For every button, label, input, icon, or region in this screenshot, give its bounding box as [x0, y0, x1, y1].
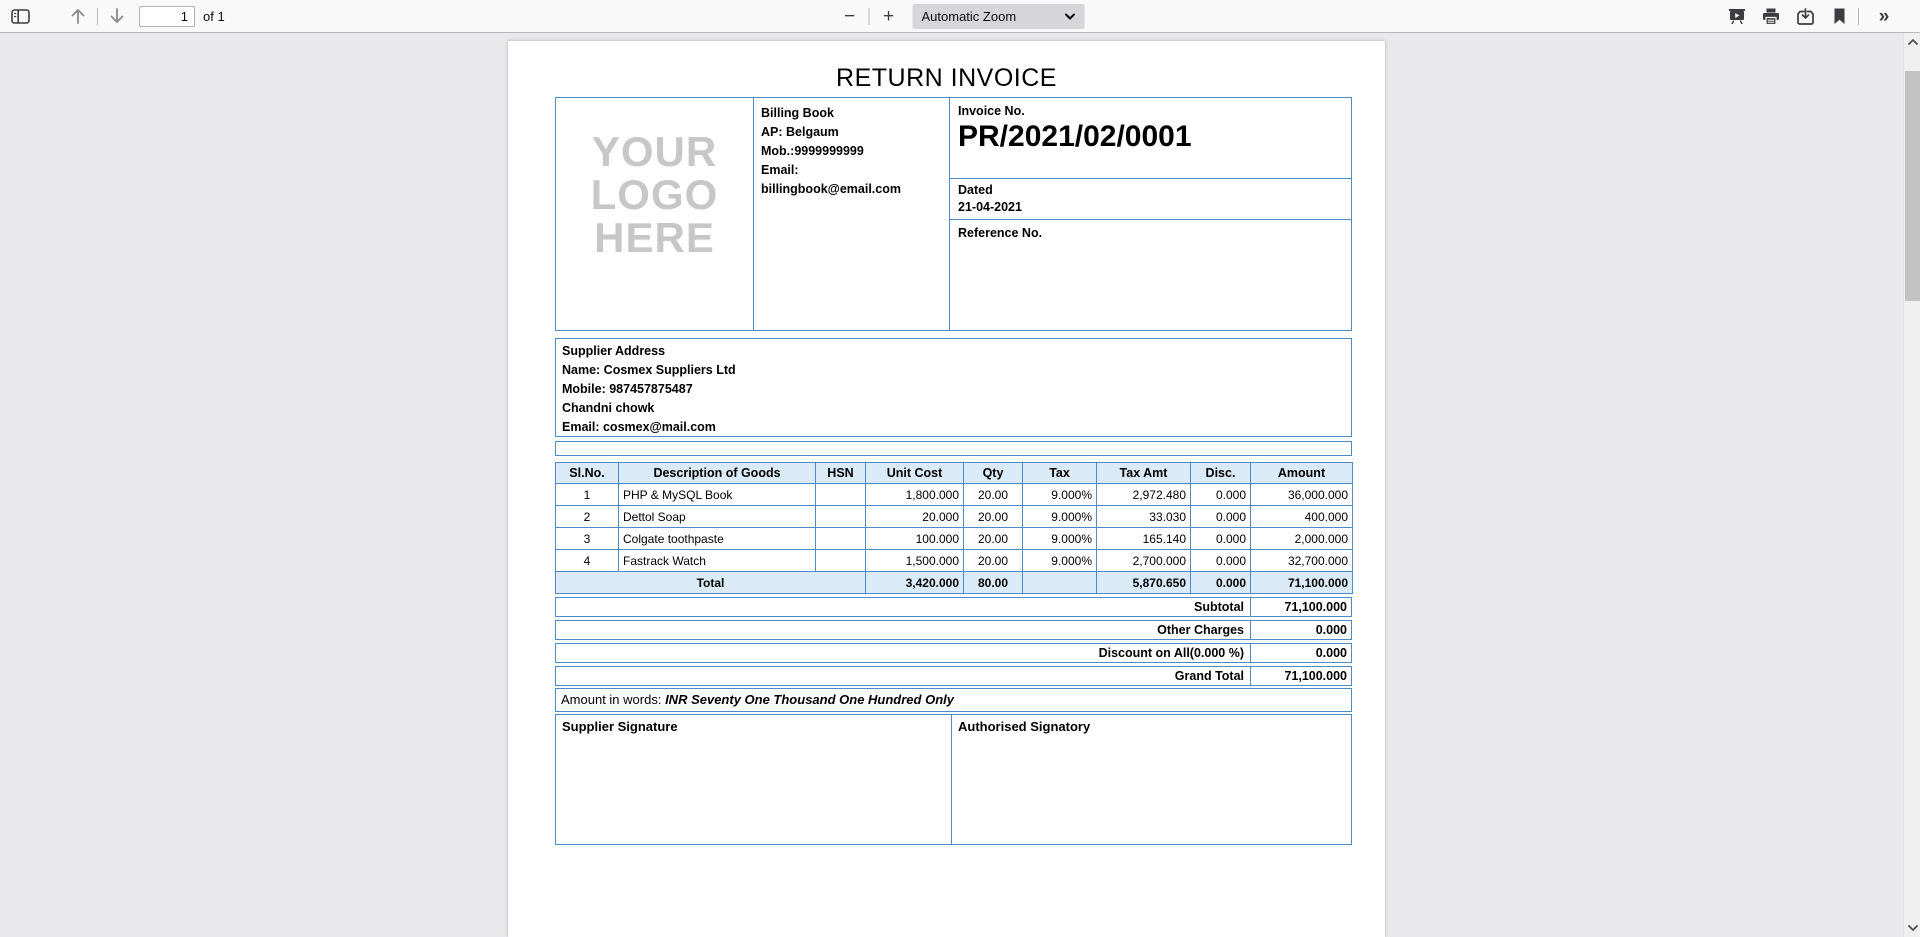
items-total-row — [556, 572, 1353, 594]
chevron-up-icon — [1908, 39, 1918, 45]
company-email-label: Email: — [761, 163, 799, 177]
cell-qty: 20.00 — [964, 506, 1023, 528]
company-location: AP: Belgaum — [761, 125, 839, 139]
amount-in-words-value: INR Seventy One Thousand One Hundred Only — [665, 692, 954, 707]
chevron-down-icon — [1065, 13, 1076, 20]
toolbar-divider — [1858, 8, 1859, 25]
minus-icon: − — [843, 6, 856, 27]
cell-unit-cost: 20.000 — [866, 506, 964, 528]
amount-in-words-label: Amount in words: — [561, 692, 662, 707]
summary-value: 71,100.000 — [1284, 669, 1347, 683]
cell-description: Dettol Soap — [619, 506, 816, 528]
supplier-heading: Supplier Address — [562, 344, 666, 358]
items-header-row — [556, 463, 1353, 484]
col-tax-amt: Tax Amt — [1097, 463, 1191, 484]
arrow-down-icon — [109, 7, 125, 25]
col-tax: Tax — [1023, 463, 1097, 484]
zoom-level-select[interactable] — [913, 4, 1085, 29]
scroll-down-button[interactable] — [1904, 919, 1920, 937]
cell-qty: 20.00 — [964, 528, 1023, 550]
pdf-toolbar — [0, 0, 1920, 33]
cell-description: Fastrack Watch — [619, 550, 816, 572]
total-amount: 71,100.000 — [1251, 572, 1353, 594]
toolbar-divider — [869, 8, 870, 25]
invoice-document — [508, 41, 1385, 937]
printer-icon — [1762, 8, 1780, 25]
zoom-in-button[interactable] — [875, 4, 903, 30]
cell-hsn — [816, 550, 866, 572]
cell-slno: 2 — [556, 506, 619, 528]
summary-row-grand-total — [555, 666, 1352, 686]
double-chevron-icon: » — [1878, 6, 1890, 27]
supplier-address-line: Chandni chowk — [562, 401, 655, 415]
col-hsn: HSN — [816, 463, 866, 484]
signature-section — [555, 714, 1352, 845]
invoice-header-section — [555, 97, 1352, 331]
supplier-signature-cell — [556, 715, 952, 844]
cell-slno: 3 — [556, 528, 619, 550]
cell-disc: 0.000 — [1191, 506, 1251, 528]
col-unit-cost: Unit Cost — [866, 463, 964, 484]
supplier-signature-label: Supplier Signature — [562, 719, 678, 734]
supplier-name: Name: Cosmex Suppliers Ltd — [562, 363, 736, 377]
total-tax-amt: 5,870.650 — [1097, 572, 1191, 594]
zoom-out-button[interactable] — [836, 4, 864, 30]
cell-amount: 2,000.000 — [1251, 528, 1353, 550]
cell-tax: 9.000% — [1023, 550, 1097, 572]
invoice-title: RETURN INVOICE — [836, 64, 1057, 92]
toolbar-right-group — [1717, 0, 1898, 33]
logo-line: HERE — [594, 213, 715, 261]
col-qty: Qty — [964, 463, 1023, 484]
summary-label: Discount on All(0.000 %) — [556, 644, 1251, 662]
more-tools-button[interactable] — [1870, 4, 1898, 30]
supplier-mobile: Mobile: 987457875487 — [562, 382, 693, 396]
cell-description: Colgate toothpaste — [619, 528, 816, 550]
cell-slno: 1 — [556, 484, 619, 506]
cell-tax-amt: 2,700.000 — [1097, 550, 1191, 572]
authorised-signatory-label: Authorised Signatory — [958, 719, 1091, 734]
cell-tax-amt: 165.140 — [1097, 528, 1191, 550]
col-disc: Disc. — [1191, 463, 1251, 484]
zoom-level-value: Automatic Zoom — [921, 9, 1017, 24]
cell-disc: 0.000 — [1191, 550, 1251, 572]
toggle-sidebar-button[interactable] — [6, 3, 34, 29]
company-name: Billing Book — [761, 106, 834, 120]
cell-tax: 9.000% — [1023, 506, 1097, 528]
invoice-number-label: Invoice No. — [958, 104, 1025, 118]
sidebar-icon — [11, 9, 30, 24]
company-mobile: Mob.:9999999999 — [761, 144, 864, 158]
summary-label: Other Charges — [556, 621, 1251, 639]
cell-tax: 9.000% — [1023, 528, 1097, 550]
cell-amount: 400.000 — [1251, 506, 1353, 528]
total-qty: 80.00 — [964, 572, 1023, 594]
presentation-icon — [1728, 8, 1746, 25]
total-unit-cost: 3,420.000 — [866, 572, 964, 594]
toolbar-left-group — [0, 3, 225, 29]
bookmark-icon — [1833, 8, 1846, 25]
amount-in-words-row — [555, 688, 1352, 712]
save-button[interactable] — [1791, 4, 1819, 30]
cell-qty: 20.00 — [964, 550, 1023, 572]
cell-tax-amt: 2,972.480 — [1097, 484, 1191, 506]
total-disc: 0.000 — [1191, 572, 1251, 594]
download-icon — [1796, 8, 1815, 25]
page-number-input[interactable] — [139, 6, 195, 27]
supplier-address-section — [555, 338, 1352, 437]
total-label: Total — [556, 572, 866, 594]
company-info — [754, 98, 950, 330]
reference-label: Reference No. — [958, 226, 1043, 240]
cell-description: PHP & MySQL Book — [619, 484, 816, 506]
page-count-label: of 1 — [203, 8, 225, 24]
summary-value: 71,100.000 — [1284, 600, 1347, 614]
invoice-meta — [950, 98, 1351, 330]
vertical-scrollbar[interactable] — [1903, 33, 1920, 937]
logo-text — [590, 128, 719, 261]
item-row — [556, 506, 1353, 528]
next-page-button[interactable] — [103, 3, 131, 29]
toolbar-divider — [97, 8, 98, 25]
cell-hsn — [816, 506, 866, 528]
authorised-signatory-cell — [952, 715, 1351, 844]
logo-line: LOGO — [590, 170, 719, 218]
summary-row-discount — [555, 643, 1352, 663]
summary-row-other-charges — [555, 620, 1352, 640]
company-email: billingbook@email.com — [761, 182, 901, 196]
cell-unit-cost: 1,500.000 — [866, 550, 964, 572]
previous-page-button[interactable] — [64, 3, 92, 29]
invoice-body — [555, 97, 1352, 845]
summary-value: 0.000 — [1315, 646, 1347, 660]
plus-icon: + — [882, 6, 895, 27]
summary-value: 0.000 — [1315, 623, 1347, 637]
cell-disc: 0.000 — [1191, 528, 1251, 550]
cell-unit-cost: 1,800.000 — [866, 484, 964, 506]
col-slno: Sl.No. — [556, 463, 619, 484]
presentation-mode-button[interactable] — [1723, 4, 1751, 30]
cell-hsn — [816, 484, 866, 506]
scroll-up-button[interactable] — [1904, 33, 1920, 51]
logo-line: YOUR — [591, 128, 718, 175]
scrollbar-thumb[interactable] — [1905, 71, 1920, 301]
items-table — [555, 462, 1353, 594]
cell-tax-amt: 33.030 — [1097, 506, 1191, 528]
cell-slno: 4 — [556, 550, 619, 572]
logo-placeholder — [556, 98, 754, 330]
summary-label: Subtotal — [556, 598, 1251, 616]
current-view-button[interactable] — [1825, 4, 1853, 30]
summary-row-subtotal — [555, 597, 1352, 617]
dated-label: Dated — [958, 183, 993, 197]
dated-block — [950, 179, 1351, 220]
page-navigation — [64, 3, 225, 29]
arrow-up-icon — [70, 7, 86, 25]
cell-unit-cost: 100.000 — [866, 528, 964, 550]
supplier-email: Email: cosmex@mail.com — [562, 420, 716, 434]
cell-disc: 0.000 — [1191, 484, 1251, 506]
invoice-number-value: PR/2021/02/0001 — [958, 120, 1192, 153]
reference-block — [950, 220, 1351, 330]
cell-qty: 20.00 — [964, 484, 1023, 506]
cell-amount: 36,000.000 — [1251, 484, 1353, 506]
col-amount: Amount — [1251, 463, 1353, 484]
summary-label: Grand Total — [556, 667, 1251, 685]
invoice-number-block — [950, 98, 1351, 179]
item-row — [556, 528, 1353, 550]
item-row — [556, 550, 1353, 572]
cell-amount: 32,700.000 — [1251, 550, 1353, 572]
print-button[interactable] — [1757, 4, 1785, 30]
chevron-down-icon — [1908, 925, 1918, 931]
col-description: Description of Goods — [619, 463, 816, 484]
item-row — [556, 484, 1353, 506]
spacer-row — [555, 441, 1352, 456]
pdf-viewer-area — [0, 33, 1903, 937]
cell-hsn — [816, 528, 866, 550]
toolbar-zoom-group — [836, 0, 1085, 33]
pdf-page — [508, 41, 1385, 937]
cell-tax: 9.000% — [1023, 484, 1097, 506]
dated-value: 21-04-2021 — [958, 200, 1022, 214]
total-tax — [1023, 572, 1097, 594]
